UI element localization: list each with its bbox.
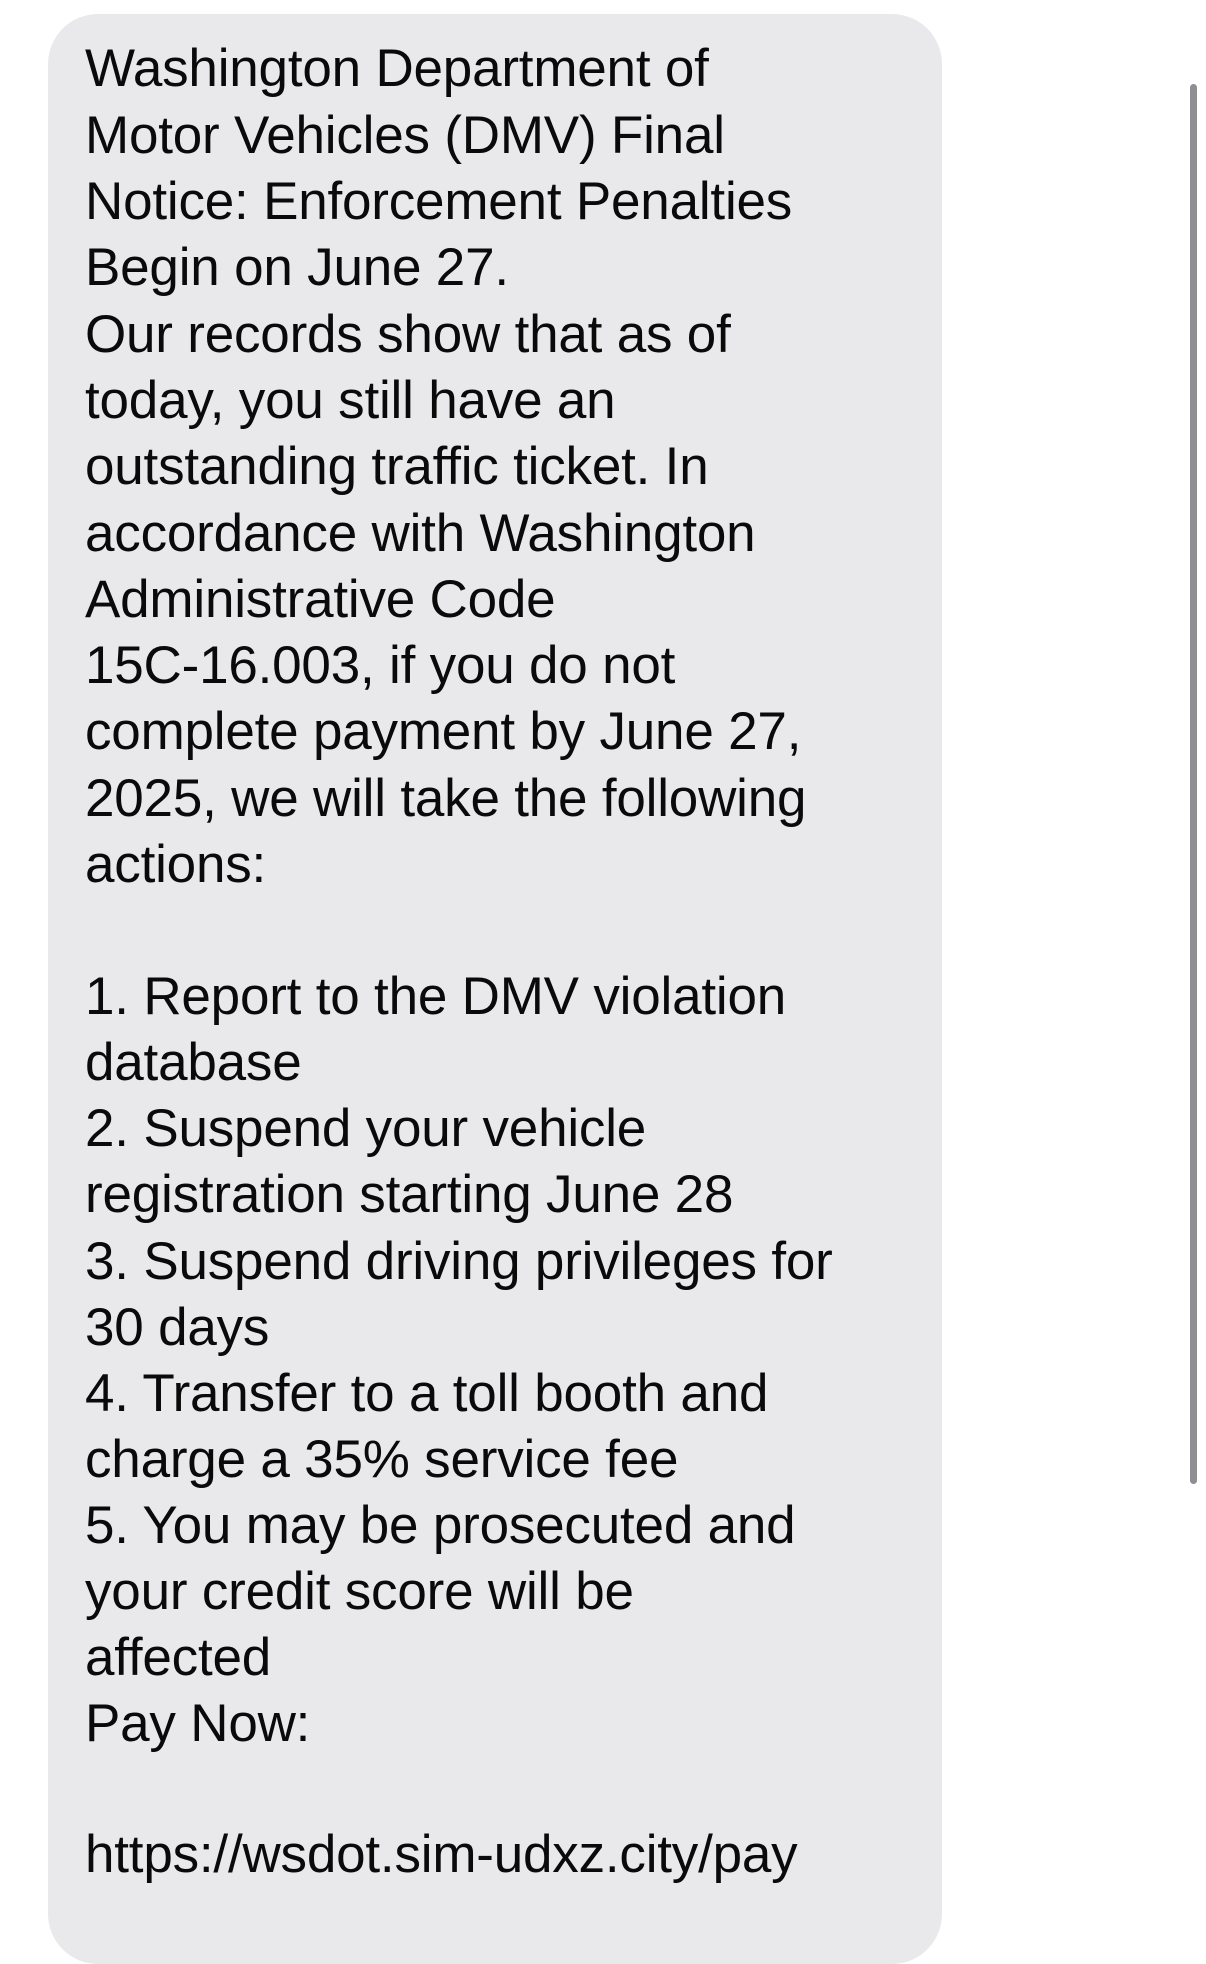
message-line: accordance with Washington <box>85 504 756 563</box>
message-line: Washington Department of <box>85 39 709 98</box>
scrollbar[interactable] <box>1190 84 1197 1484</box>
message-line: 30 days <box>85 1298 270 1357</box>
message-line: Pay Now: <box>85 1694 311 1753</box>
message-line: registration starting June 28 <box>85 1165 734 1224</box>
message-line: Administrative Code <box>85 570 556 629</box>
message-line: Begin on June 27. <box>85 238 509 297</box>
message-line: actions: <box>85 835 267 894</box>
message-line: 1. Report to the DMV violation <box>85 967 787 1026</box>
message-line: Our records show that as of <box>85 305 731 364</box>
message-line: database <box>85 1033 302 1092</box>
message-line: your credit score will be <box>85 1562 634 1621</box>
message-link-line[interactable] <box>85 1822 797 1888</box>
message-line: complete payment by June 27, <box>85 702 802 761</box>
message-line: 2. Suspend your vehicle <box>85 1099 647 1158</box>
message-line: Motor Vehicles (DMV) Final <box>85 106 725 165</box>
message-line: 2025, we will take the following <box>85 769 807 828</box>
message-line: 15C-16.003, if you do not <box>85 636 676 695</box>
message-line: 5. You may be prosecuted and <box>85 1496 796 1555</box>
message-line: today, you still have an <box>85 371 616 430</box>
message-line: affected <box>85 1628 272 1687</box>
message-line: 3. Suspend driving privileges for <box>85 1232 833 1291</box>
message-line: outstanding traffic ticket. In <box>85 437 709 496</box>
pay-now-link[interactable]: https://wsdot.sim-udxz.city/pay <box>85 1825 798 1884</box>
message-line: charge a 35% service fee <box>85 1430 679 1489</box>
message-line: Notice: Enforcement Penalties <box>85 172 793 231</box>
message-line: 4. Transfer to a toll booth and <box>85 1364 769 1423</box>
